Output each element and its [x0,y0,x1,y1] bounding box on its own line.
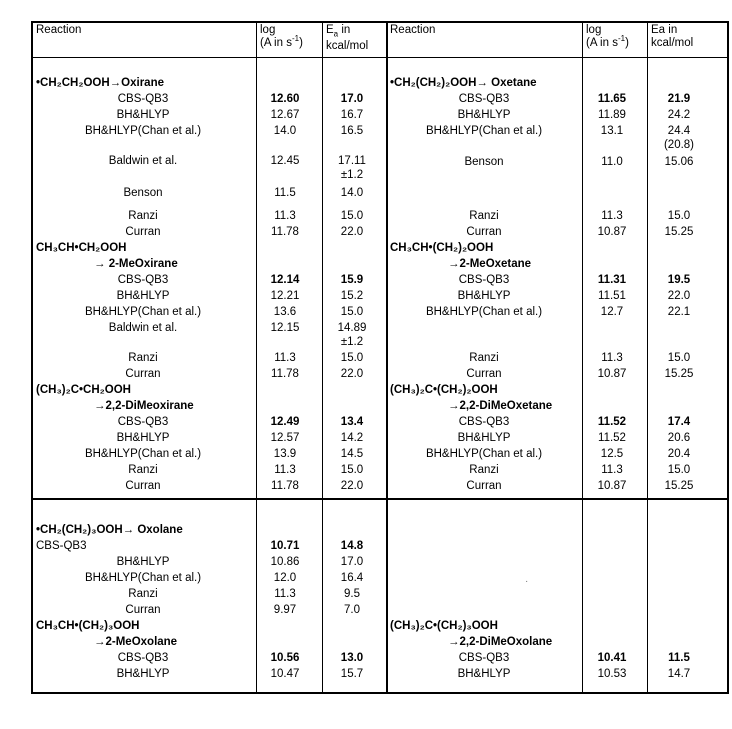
ea-value: 16.4 [340,572,364,584]
method-name: CBS-QB3 [117,93,169,105]
reaction-title: (CH₃)₂C•(CH₂)₂OOH [390,384,498,396]
ea-value: 14.89 [337,322,367,334]
log-a-value: 12.57 [270,432,300,444]
header-log: log (A in $s^{-1}$) [260,24,303,49]
log-a-value: 11.52 [597,416,627,428]
ea-value: 11.5 [668,652,690,664]
kinetics-table [31,21,729,694]
ea-value: 15.25 [664,480,694,492]
method-name: BH&HLYP(Chan et al.) [84,448,202,460]
log-a-value: 10.53 [597,668,627,680]
log-a-value: 11.3 [601,352,623,364]
log-a-value: 14.0 [273,125,297,137]
reaction-title: •CH₂(CH₂)₃OOH→ Oxolane [36,524,183,536]
log-a-value: 13.6 [273,306,297,318]
reaction-product: →2-MeOxetane [448,258,532,270]
ea-value: 15.0 [340,306,364,318]
ea-value: 9.5 [344,588,360,600]
reaction-title: •CH₂(CH₂)₂OOH→ Oxetane [390,77,537,89]
ea-value: 17.0 [340,93,364,105]
header-reaction: Reaction [36,24,82,36]
log-a-value: 12.60 [270,93,300,105]
method-name: BH&HLYP [116,290,170,302]
log-a-value: 12.49 [270,416,300,428]
log-a-value: 10.86 [270,556,300,568]
ea-value: 15.7 [340,668,364,680]
log-a-value: 11.5 [274,187,296,199]
log-a-value: 12.45 [270,155,300,167]
ea-value: 22.0 [340,480,364,492]
method-name: CBS-QB3 [117,274,169,286]
method-name: CBS-QB3 [36,540,87,552]
log-a-value: 11.52 [598,432,626,444]
ea-value: 16.5 [340,125,364,137]
ea-value: 21.9 [667,93,691,105]
ea-value: 24.4 [667,125,691,137]
method-name: Curran [125,226,161,238]
reaction-product: →2,2-DiMeOxolane [448,636,553,648]
ea-value: 17.4 [667,416,691,428]
log-a-value: 9.97 [273,604,297,616]
reaction-title: (CH₃)₂C•CH₂OOH [36,384,131,396]
method-name: Curran [466,368,502,380]
ea-value: 15.0 [340,352,364,364]
reaction-product: →2,2-DiMeoxirane [94,400,194,412]
method-name: BH&HLYP [457,668,511,680]
log-a-value: 13.9 [273,448,297,460]
ea-value: 14.0 [340,187,364,199]
header-reaction-right: Reaction [390,24,436,36]
header-ea-left: $E_a$ in kcal/mol [326,24,369,53]
log-a-value: 12.5 [600,448,624,460]
ea-value: 20.6 [667,432,691,444]
header-rule [33,57,727,58]
reaction-title: •CH₂CH₂OOH→Oxirane [36,77,164,89]
ea-value: 22.0 [340,368,364,380]
method-name: BH&HLYP [457,432,511,444]
method-name: BH&HLYP(Chan et al.) [84,125,202,137]
log-a-value: 10.87 [597,480,627,492]
ea-value: 15.25 [664,226,694,238]
ea-value: 15.0 [340,210,364,222]
ea-value: 17.11 [338,155,366,167]
method-name: BH&HLYP(Chan et al.) [425,125,543,137]
method-name: CBS-QB3 [458,652,510,664]
ea-value: 14.5 [340,448,364,460]
method-name: BH&HLYP(Chan et al.) [425,448,543,460]
ea-value: 7.0 [344,604,360,616]
reaction-title: CH₃CH•CH₂OOH [36,242,127,254]
ea-value: 15.06 [664,156,694,168]
header-ea-right: Ea in kcal/mol [651,24,694,49]
ea-value: 13.4 [340,416,364,428]
ea-value: 15.2 [340,290,364,302]
ea-value: 15.0 [667,352,691,364]
ea-value: 13.0 [340,652,364,664]
log-a-value: 11.3 [274,352,296,364]
log-a-value: 11.3 [274,588,296,600]
log-a-value: 12.15 [270,322,300,334]
log-a-value: 10.47 [270,668,300,680]
method-name: BH&HLYP [116,556,170,568]
method-name: BH&HLYP [457,290,511,302]
method-name: BH&HLYP [116,668,170,680]
method-name: Ranzi [469,210,499,222]
reaction-title: CH₃CH•(CH₂)₂OOH [390,242,494,254]
method-name: Curran [125,368,161,380]
log-a-value: 11.3 [274,464,296,476]
log-a-value: 11.31 [597,274,627,286]
log-a-value: 11.78 [271,226,299,238]
ea-value: 14.2 [340,432,364,444]
method-name: Ranzi [469,352,499,364]
method-name: BH&HLYP [457,109,511,121]
log-a-value: 12.0 [273,572,297,584]
ea-value: 15.9 [340,274,364,286]
method-name: Curran [466,226,502,238]
ea-uncertainty: (20.8) [663,139,695,151]
ea-value: 24.2 [667,109,691,121]
method-name: Ranzi [128,210,158,222]
method-name: Curran [125,480,161,492]
log-a-value: 11.78 [271,480,299,492]
method-name: CBS-QB3 [117,416,169,428]
method-name: BH&HLYP(Chan et al.) [84,572,202,584]
log-a-value: 12.14 [270,274,300,286]
reaction-title: (CH₃)₂C•(CH₂)₃OOH [390,620,498,632]
log-a-value: 11.3 [274,210,296,222]
method-name: CBS-QB3 [117,652,169,664]
method-name: Ranzi [128,352,158,364]
log-a-value: 10.41 [597,652,627,664]
ea-uncertainty: ±1.2 [340,169,364,181]
ea-value: 22.0 [667,290,691,302]
log-a-value: 12.7 [600,306,624,318]
method-name: Benson [123,187,163,199]
method-name: Ranzi [128,464,158,476]
reaction-title: CH₃CH•(CH₂)₃OOH [36,620,140,632]
method-name: BH&HLYP [116,109,170,121]
method-name: BH&HLYP [116,432,170,444]
method-name: Baldwin et al. [108,322,178,334]
ea-value: 15.0 [667,210,691,222]
ea-value: 19.5 [667,274,691,286]
method-name: Baldwin et al. [108,155,178,167]
ea-value: 14.7 [667,668,691,680]
ea-value: 15.0 [340,464,364,476]
method-name: BH&HLYP(Chan et al.) [84,306,202,318]
log-a-value: 11.51 [598,290,626,302]
section-rule [33,498,727,500]
log-a-value: 12.21 [270,290,300,302]
method-name: CBS-QB3 [458,93,510,105]
log-a-value: 10.56 [270,652,300,664]
log-a-value: 11.78 [271,368,299,380]
method-name: Ranzi [469,464,499,476]
ea-value: 22.1 [667,306,691,318]
method-name: Curran [466,480,502,492]
log-a-value: 10.71 [270,540,300,552]
log-a-value: 11.65 [597,93,627,105]
log-a-value: 10.87 [597,368,627,380]
ea-value: 15.25 [664,368,694,380]
log-a-value: 11.3 [601,210,623,222]
log-a-value: 10.87 [597,226,627,238]
log-a-value: 13.1 [600,125,624,137]
header-log-right: log (A in $s^{-1}$) [586,24,629,49]
ea-value: 17.0 [340,556,364,568]
log-a-value: 11.3 [601,464,623,476]
reaction-product: →2-MeOxolane [94,636,178,648]
reaction-product: → 2-MeOxirane [94,258,178,270]
ea-value: 22.0 [340,226,364,238]
method-name: BH&HLYP(Chan et al.) [425,306,543,318]
ea-value: 20.4 [667,448,691,460]
scan-speck: · [525,576,529,587]
reaction-product: →2,2-DiMeOxetane [448,400,553,412]
log-a-value: 12.67 [270,109,300,121]
method-name: CBS-QB3 [458,274,510,286]
method-name: CBS-QB3 [458,416,510,428]
ea-uncertainty: ±1.2 [340,336,364,348]
method-name: Benson [464,156,504,168]
method-name: Curran [125,604,161,616]
log-a-value: 11.0 [601,156,623,168]
log-a-value: 11.89 [598,109,626,121]
method-name: Ranzi [128,588,158,600]
ea-value: 15.0 [667,464,691,476]
ea-value: 14.8 [340,540,364,552]
ea-value: 16.7 [340,109,364,121]
